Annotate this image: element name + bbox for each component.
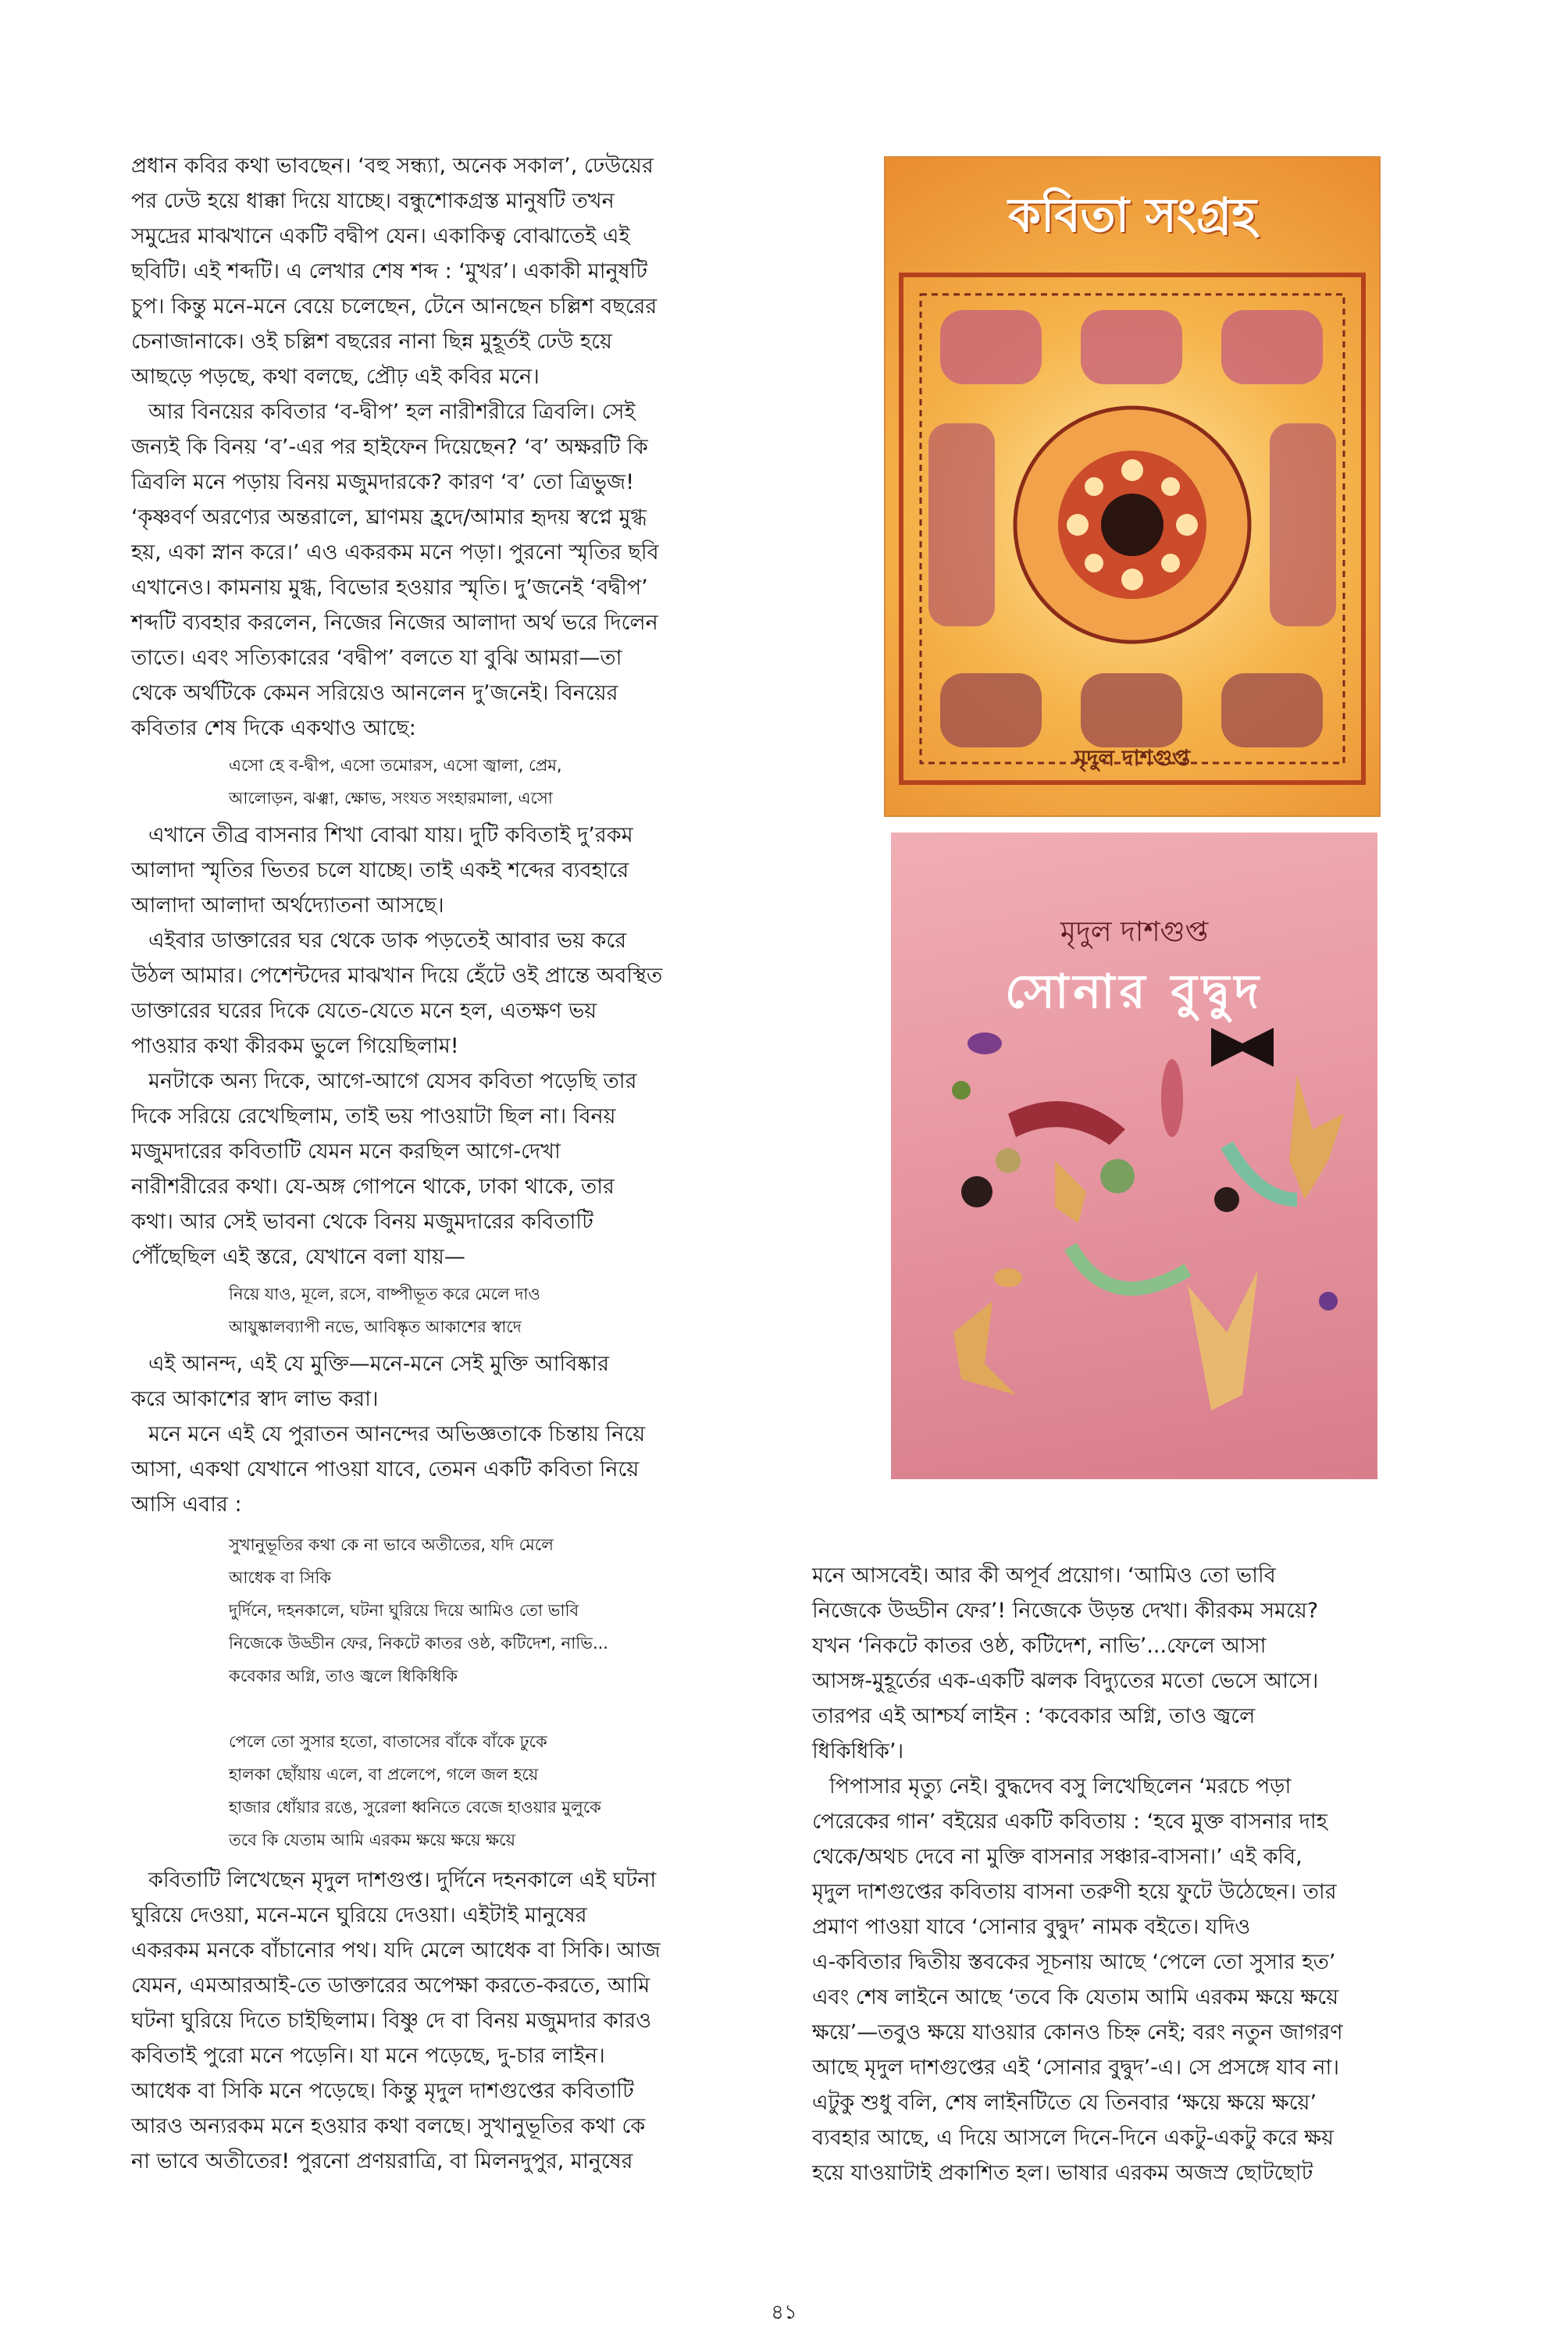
paragraph: এই আনন্দ, এই যে মুক্তি—মনে-মনে সেই মুক্তি আবিষ্কার করে আকাশের স্বাদ লাভ করা। [131, 1352, 609, 1411]
paragraph: প্রধান কবির কথা ভাবছেন। ‘বহু সন্ধ্যা, অনেক সকাল’, ঢেউয়ের পর ঢেউ হয়ে ধাক্কা দিয়ে যাচ্ছে। বন্ধুশোকগ্রস্ত মানুষটি তখন সমুদ্রের মাঝখানে একটি বদ্বীপ যেন। একাকিত্ব বোঝাতেই এই ছবিটি। এই শব্দটি। এ লেখার শেষ শব্দ : ‘মুখর’। একাকী মানুষটি চুপ। কিন্তু মনে-মনে বেয়ে চলেছেন, টেনে আনছেন চল্লিশ বছরের চেনাজানাকে। ওই চল্লিশ বছরের নানা ছিন্ন মুহূর্তই ঢেউ হয়ে আছড়ে পড়ছে, কথা বলছে, প্রৌঢ় এই কবির মনে। [131, 154, 657, 389]
left-column [131, 148, 756, 2179]
paragraph: এখানে তীব্র বাসনার শিখা বোঝা যায়। দুটি কবিতাই দু’রকম আলাদা স্মৃতির ভিতর চলে যাচ্ছে। তাই একই শব্দের ব্যবহারে আলাদা আলাদা অর্থদ্যোতনা আসছে। [131, 823, 633, 918]
paragraph: মনটাকে অন্য দিকে, আগে-আগে যেসব কবিতা পড়েছি তার দিকে সরিয়ে রেখেছিলাম, তাই ভয় পাওয়াটা ছিল না। বিনয় মজুমদারের কবিতাটি যেমন মনে করছিল আগে-দেখা নারীশরীরের কথা। যে-অঙ্গ গোপনে থাকে, ঢাকা থাকে, তার কথা। আর সেই ভাবনা থেকে বিনয় মজুমদারের কবিতাটি পৌঁছেছিল এই স্তরে, যেখানে বলা যায়— [131, 1069, 637, 1269]
poem-quote: সুখানুভূতির কথা কে না ভাবে অতীতের, যদি মেলে আধেক বা সিকি দুর্দিনে, দহনকালে, ঘটনা ঘুরিয়ে দিয়ে আমিও তো ভাবি নিজেকে উড্ডীন ফের, নিকটে কাতর ওষ্ঠ, কটিদেশ, নাভি... কবেকার অগ্নি, তাও জ্বলে ধিকিধিকি পেলে তো সুসার হতো, বাতাসের বাঁকে বাঁকে ঢুকে হালকা ছোঁয়ায় এলে, বা প্রলেপে, গলে জল হয়ে হাজার ধোঁয়ার রঙে, সুরেলা ধ্বনিতে বেজে হাওয়ার মুলুকে তবে কি যেতাম আমি এরকম ক্ষয়ে ক্ষয়ে ক্ষয়ে [229, 1535, 608, 1849]
paragraph: পিপাসার মৃত্যু নেই। বুদ্ধদেব বসু লিখেছিলেন ‘মরচে পড়া পেরেকের গান’ বইয়ের একটি কবিতায় : ‘হবে মুক্ত বাসনার দাহ থেকে/অথচ দেবে না মুক্তি বাসনার সঞ্চার-বাসনা।’ এই কবি, মৃদুল দাশগুপ্তের কবিতায় বাসনা তরুণী হয়ে ফুটে উঠেছেন। তার প্রমাণ পাওয়া যাবে ‘সোনার বুদ্বুদ’ নামক বইতে। যদিও এ-কবিতার দ্বিতীয় স্তবকের সূচনায় আছে ‘পেলে তো সুসার হত’ এবং শেষ লাইনে আছে ‘তবে কি যেতাম আমি এরকম ক্ষয়ে ক্ষয়ে ক্ষয়ে’—তবুও ক্ষয়ে যাওয়ার কোনও চিহ্ন নেই; বরং নতুন জাগরণ আছে মৃদুল দাশগুপ্তের এই ‘সোনার বুদ্বুদ’-এ। সে প্রসঙ্গে যাব না। এটুকু শুধু বলি, শেষ লাইনটিতে যে তিনবার ‘ক্ষয়ে ক্ষয়ে ক্ষয়ে’ ব্যবহার আছে, এ দিয়ে আসলে দিনে-দিনে একটু-একটু করে ক্ষয় হয়ে যাওয়াটাই প্রকাশিত হল। ভাষার এরকম অজস্র ছোটছোট [812, 1774, 1343, 2185]
page-number: ৪১ [771, 2301, 797, 2324]
cover-title: কবিতা সংগ্রহ [1008, 188, 1256, 243]
cover-author: মৃদুল দাশগুপ্ত [1074, 745, 1191, 771]
cover-author: মৃদুল দাশগুপ্ত [1060, 916, 1209, 948]
cover-title: সোনার বুদ্বুদ [1004, 965, 1264, 1019]
paragraph: এইবার ডাক্তারের ঘর থেকে ডাক পড়তেই আবার ভয় করে উঠল আমার। পেশেন্টদের মাঝখান দিয়ে হেঁটে ওই প্রান্তে অবস্থিত ডাক্তারের ঘরের দিকে যেতে-যেতে মনে হল, এতক্ষণ ভয় পাওয়ার কথা কীরকম ভুলে গিয়েছিলাম! [131, 929, 663, 1058]
paragraph: কবিতাটি লিখেছেন মৃদুল দাশগুপ্ত। দুর্দিনে দহনকালে এই ঘটনা ঘুরিয়ে দেওয়া, মনে-মনে ঘুরিয়ে দেওয়া। এইটাই মানুষের একরকম মনকে বাঁচানোর পথ। যদি মেলে আধেক বা সিকি। আজ যেমন, এমআরআই-তে ডাক্তারের অপেক্ষা করতে-করতে, আমি ঘটনা ঘুরিয়ে দিতে চাইছিলাম। বিষ্ণু দে বা বিনয় মজুমদার কারও কবিতাই পুরো মনে পড়েনি। যা মনে পড়েছে, দু-চার লাইন। আধেক বা সিকি মনে পড়েছে। কিন্তু মৃদুল দাশগুপ্তের কবিতাটি আরও অন্যরকম মনে হওয়ার কথা বলছে। সুখানুভূতির কথা কে না ভাবে অতীতের! পুরনো প্রণয়রাত্রি, বা মিলনদুপুর, মানুষের [131, 1868, 661, 2173]
right-column [812, 1558, 1437, 2191]
book-cover-sonar-budbud [891, 833, 1377, 1479]
paragraph: মনে আসবেই। আর কী অপূর্ব প্রয়োগ। ‘আমিও তো ভাবি নিজেকে উড্ডীন ফের’! নিজেকে উড়ন্ত দেখা। কীরকম সময়ে? যখন ‘নিকটে কাতর ওষ্ঠ, কটিদেশ, নাভি’...ফেলে আসা আসঙ্গ-মুহূর্তের এক-একটি ঝলক বিদ্যুতের মতো ভেসে আসে। তারপর এই আশ্চর্য লাইন : ‘কবেকার অগ্নি, তাও জ্বলে ধিকিধিকি’। [812, 1564, 1319, 1763]
book-cover-kobita-songroho [884, 156, 1381, 817]
poem-quote: নিয়ে যাও, মূলে, রসে, বাষ্পীভূত করে মেলে দাও আয়ুষ্কালব্যাপী নভে, আবিষ্কৃত আকাশের স্বাদে [229, 1285, 540, 1336]
paragraph: আর বিনয়ের কবিতার ‘ব-দ্বীপ’ হল নারীশরীরে ত্রিবলি। সেই জন্যই কি বিনয় ‘ব’-এর পর হাইফেন দিয়েছেন? ‘ব’ অক্ষরটি কি ত্রিবলি মনে পড়ায় বিনয় মজুমদারকে? কারণ ‘ব’ তো ত্রিভুজ! ‘কৃষ্ণবর্ণ অরণ্যের অন্তরালে, ঘ্রাণময় হ্রদে/আমার হৃদয় স্বপ্নে মুগ্ধ হয়, একা স্নান করে।’ এও একরকম মনে পড়া। পুরনো স্মৃতির ছবি এখানেও। কামনায় মুগ্ধ, বিভোর হওয়ার স্মৃতি। দু’জনেই ‘বদ্বীপ’ শব্দটি ব্যবহার করলেন, নিজের নিজের আলাদা অর্থ ভরে দিলেন তাতে। এবং সত্যিকারের ‘বদ্বীপ’ বলতে যা বুঝি আমরা—তা থেকে অর্থটিকে কেমন সরিয়েও আনলেন দু’জনেই। বিনয়ের কবিতার শেষ দিকে একথাও আছে: [131, 400, 659, 740]
paragraph: মনে মনে এই যে পুরাতন আনন্দের অভিজ্ঞতাকে চিন্তায় নিয়ে আসা, একথা যেখানে পাওয়া যাবে, তেমন একটি কবিতা নিয়ে আসি এবার : [131, 1422, 646, 1517]
poem-quote: এসো হে ব-দ্বীপ, এসো তমোরস, এসো জ্বালা, প্রেম, আলোড়ন, ঝঞ্ঝা, ক্ষোভ, সংযত সংহারমালা, এসো [229, 756, 562, 808]
